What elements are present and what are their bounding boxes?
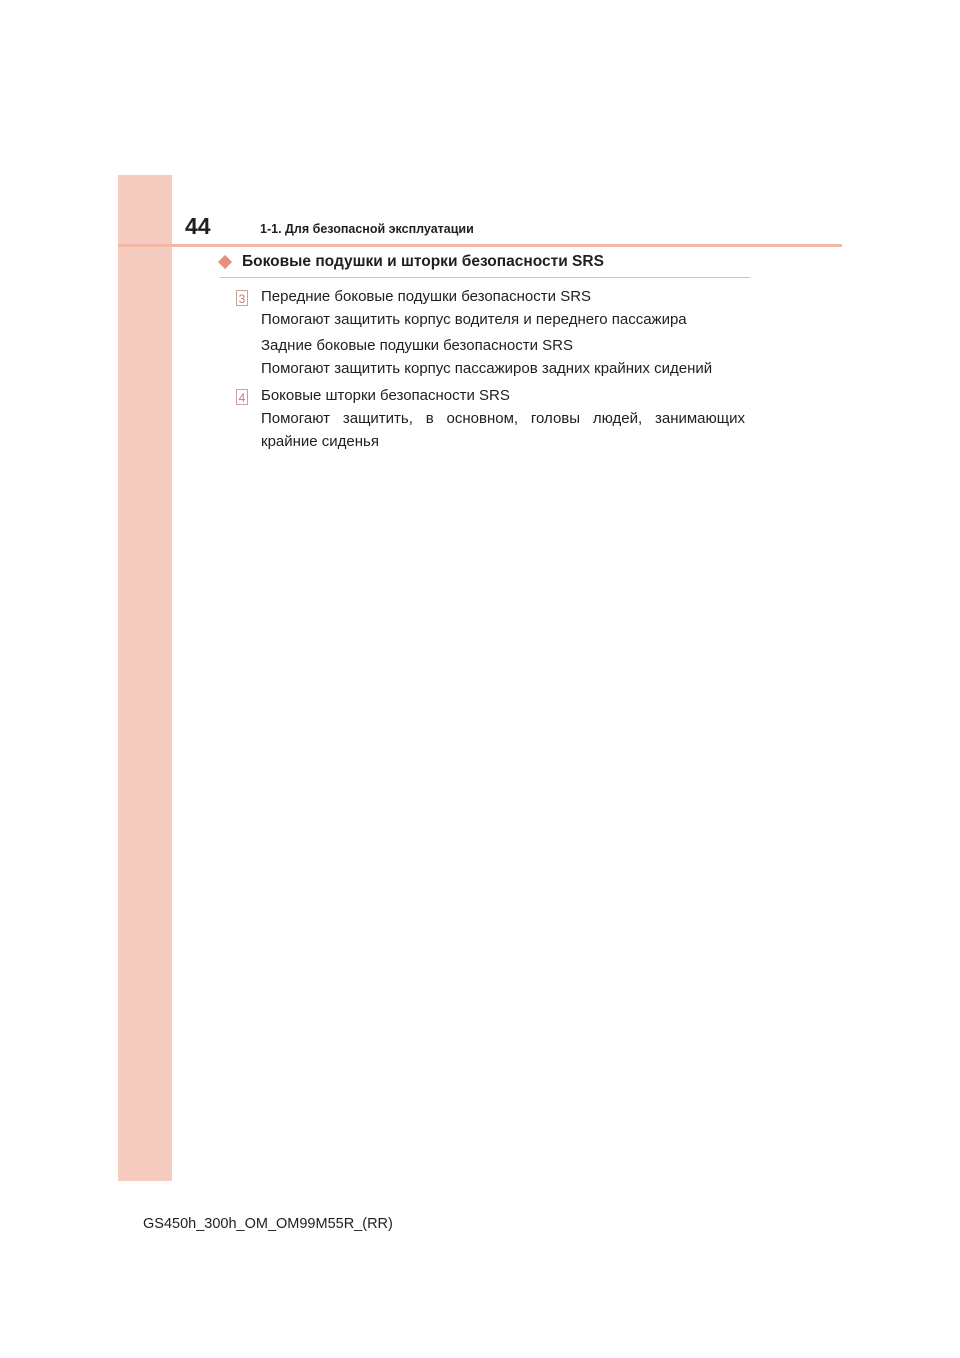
callout-marker-3: 3	[236, 290, 248, 306]
page-number: 44	[185, 213, 211, 239]
item-description-side-curtain-airbags-line1: Помогают защитить, в основном, головы людей, занимающих	[261, 410, 745, 427]
item-title-front-side-airbags: Передние боковые подушки безопасности SRS	[261, 288, 592, 305]
chapter-side-band	[118, 175, 172, 1181]
item-description-front-side-airbags: Помогают защитить корпус водителя и переднего пассажира	[261, 311, 687, 328]
chapter-title: 1-1. Для безопасной эксплуатации	[260, 222, 474, 236]
diamond-icon	[218, 255, 232, 269]
section-title: Боковые подушки и шторки безопасности SRS	[242, 253, 604, 270]
callout-marker-4: 4	[236, 389, 248, 405]
document-code: GS450h_300h_OM_OM99M55R_(RR)	[143, 1216, 393, 1232]
item-description-rear-side-airbags: Помогают защитить корпус пассажиров задних крайних сидений	[261, 360, 713, 377]
item-title-side-curtain-airbags: Боковые шторки безопасности SRS	[261, 387, 510, 404]
header-rule	[118, 244, 842, 247]
section-heading	[220, 253, 750, 278]
item-description-side-curtain-airbags-line2: крайние сиденья	[261, 433, 379, 450]
item-title-rear-side-airbags: Задние боковые подушки безопасности SRS	[261, 337, 573, 354]
